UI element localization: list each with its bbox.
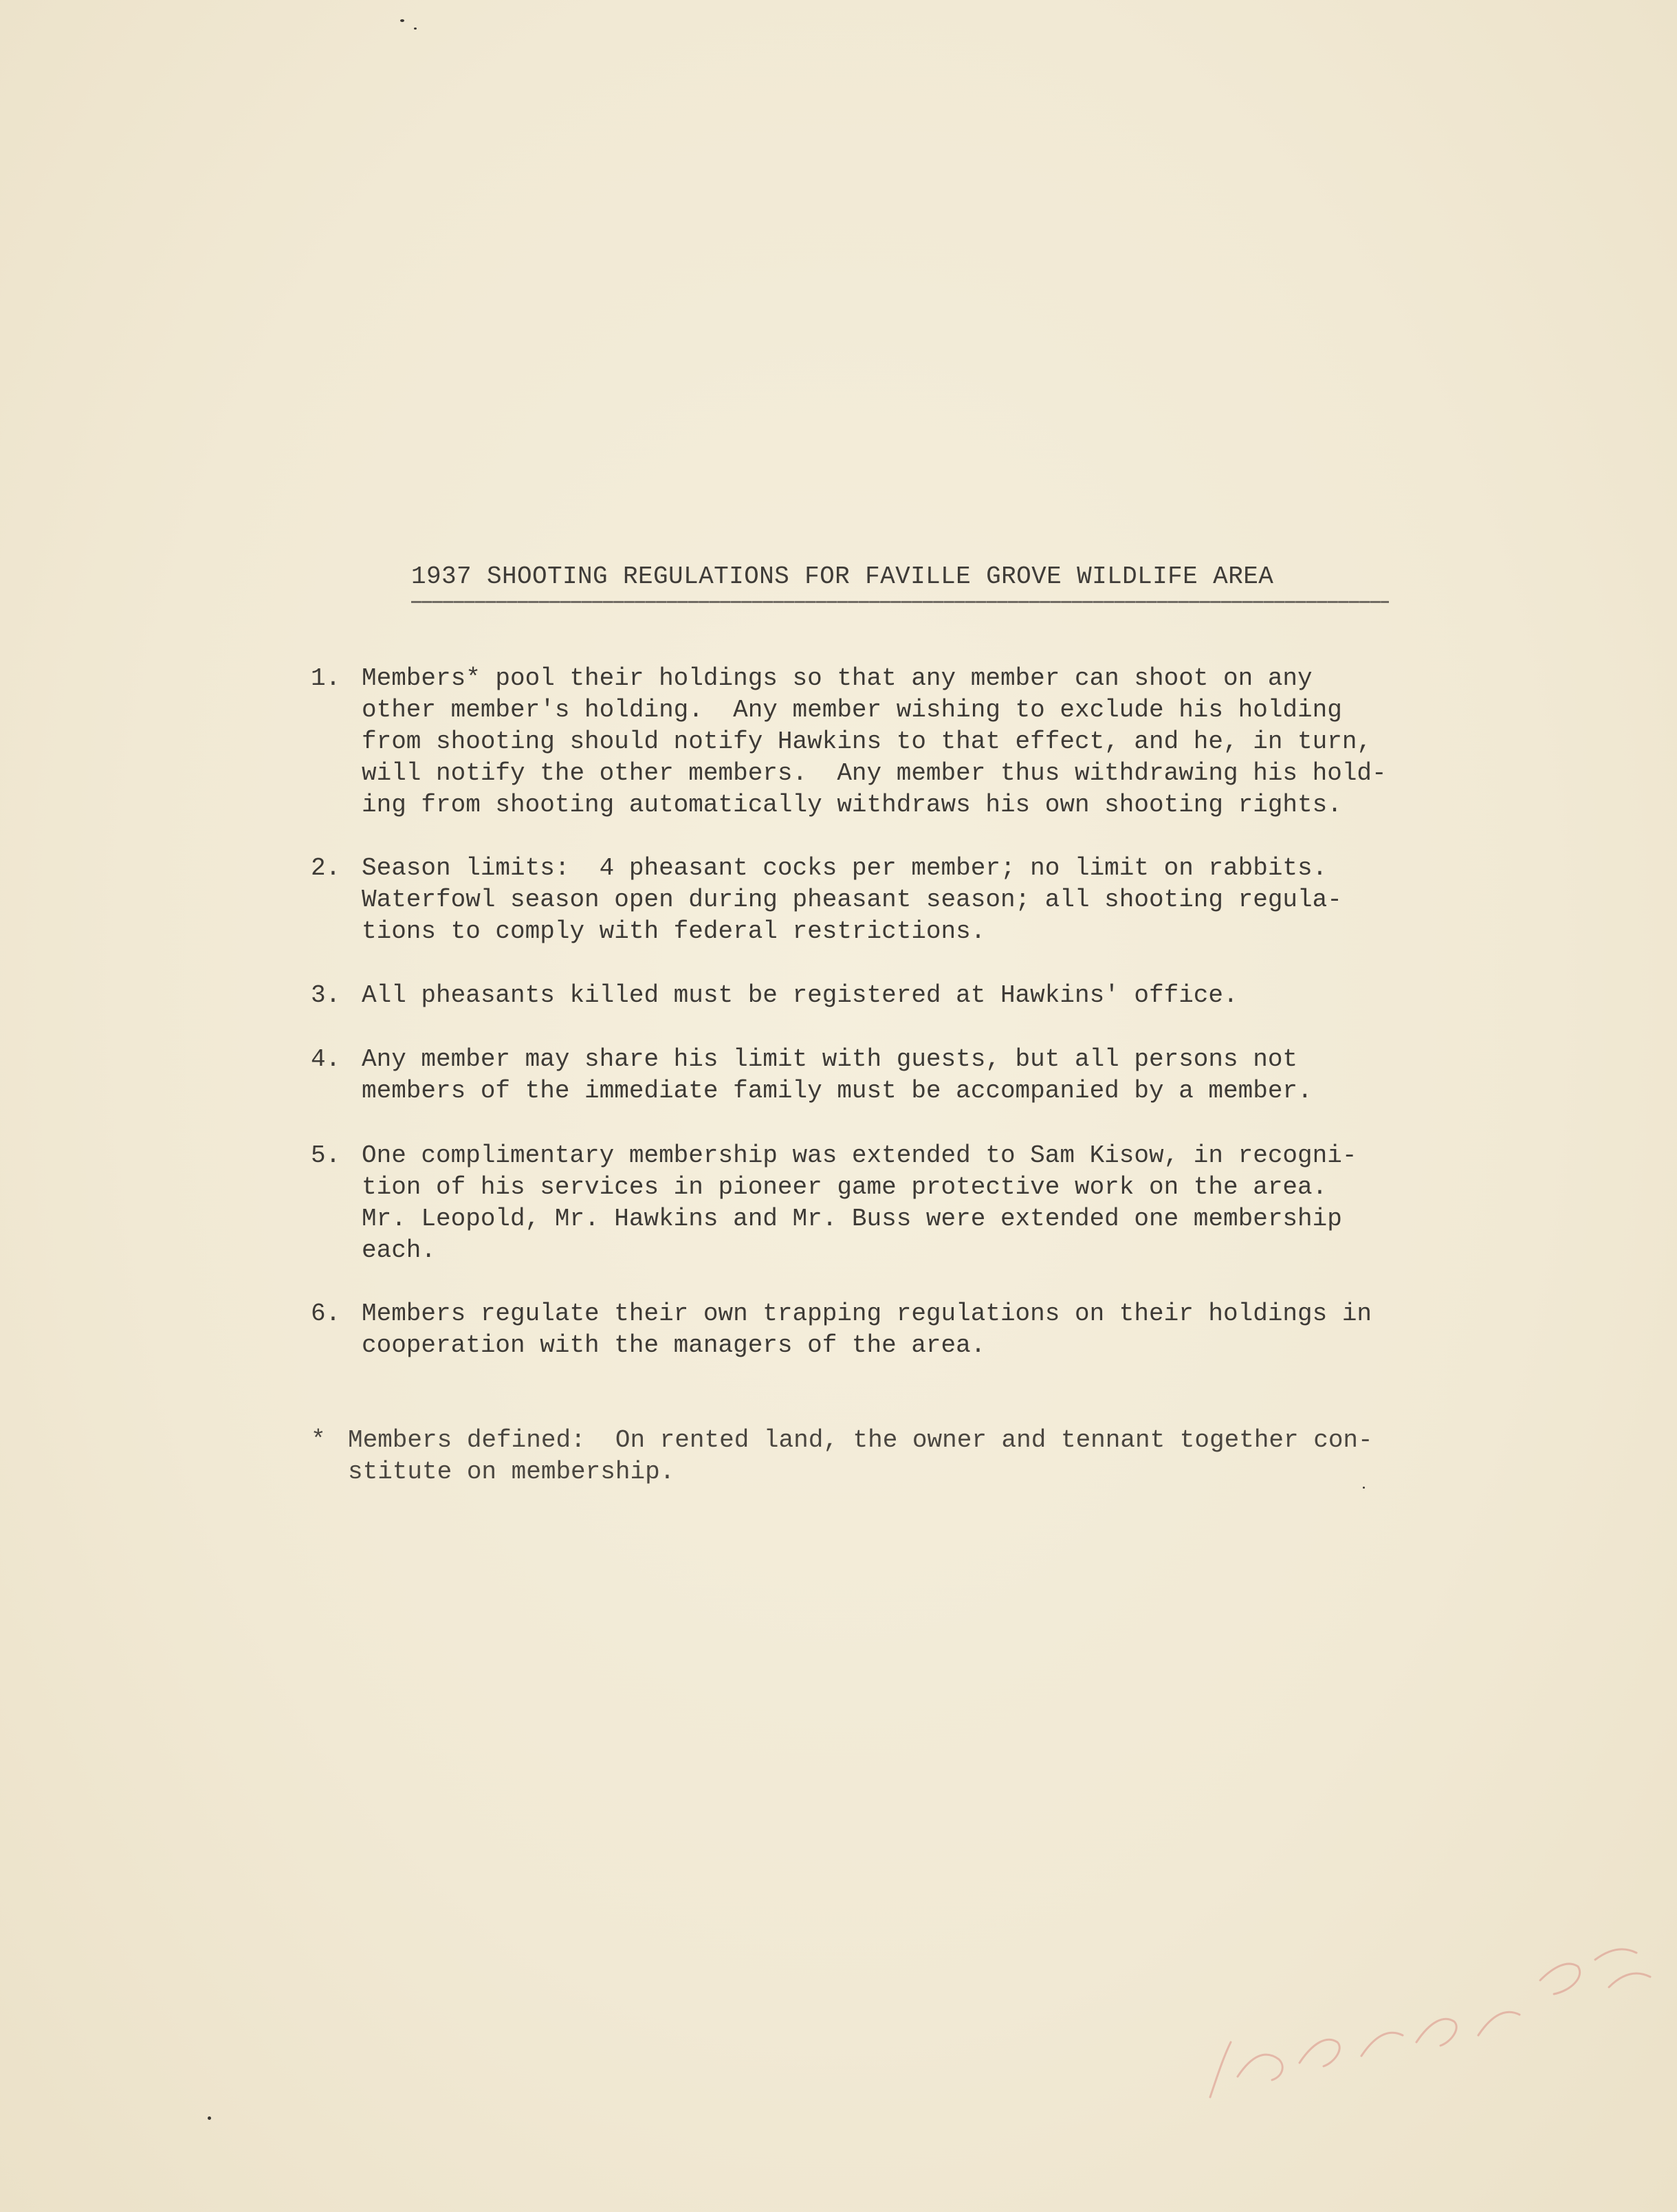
item-number: 2.	[311, 854, 341, 882]
regulation-item-2	[311, 853, 1548, 948]
paper-speck	[208, 2116, 211, 2120]
footnote-marker: *	[311, 1426, 326, 1454]
item-number: 5.	[311, 1141, 341, 1170]
item-number: 1.	[311, 664, 341, 692]
item-number: 3.	[311, 981, 341, 1009]
paper-speck	[1363, 1487, 1365, 1489]
item-text: Members* pool their holdings so that any member can shoot on any other member's holding. Any member wishing to exclude his holding from shooting should notify Hawkins to that effect, and he, in turn, will notify the other members. Any member thus withdrawing his hold- ing from shooting automatically withdraws his own shooting rights.	[362, 664, 1387, 819]
pencil-signature-mark	[1196, 1939, 1677, 2111]
item-text: All pheasants killed must be registered at Hawkins' office.	[362, 981, 1238, 1009]
footnote	[311, 1425, 1548, 1488]
footnote-text: Members defined: On rented land, the owner and tennant together con- stitute on membership.	[348, 1426, 1373, 1486]
item-text: Members regulate their own trapping regulations on their holdings in cooperation with the managers of the area.	[362, 1300, 1372, 1359]
item-number: 4.	[311, 1045, 341, 1073]
item-text: Any member may share his limit with guests, but all persons not members of the immediate family must be accompanied by a member.	[362, 1045, 1313, 1105]
paper-speck	[400, 19, 404, 22]
regulation-item-1	[311, 663, 1548, 821]
item-text: Season limits: 4 pheasant cocks per member; no limit on rabbits. Waterfowl season open during pheasant season; all shooting regula- tions to comply with federal restrictions.	[362, 854, 1342, 945]
page-title: 1937 SHOOTING REGULATIONS FOR FAVILLE GROVE WILDLIFE AREA	[411, 562, 1274, 591]
regulation-item-3	[311, 980, 1548, 1011]
title-underline	[411, 601, 1389, 603]
paper-speck	[414, 28, 417, 30]
regulation-item-4	[311, 1044, 1548, 1107]
item-text: One complimentary membership was extended to Sam Kisow, in recogni- tion of his services in pioneer game protective work on the area. Mr. Leopold, Mr. Hawkins and Mr. Buss were extended one membership each.	[362, 1141, 1357, 1264]
regulation-item-5	[311, 1140, 1548, 1267]
regulation-item-6	[311, 1298, 1548, 1361]
item-number: 6.	[311, 1300, 341, 1328]
